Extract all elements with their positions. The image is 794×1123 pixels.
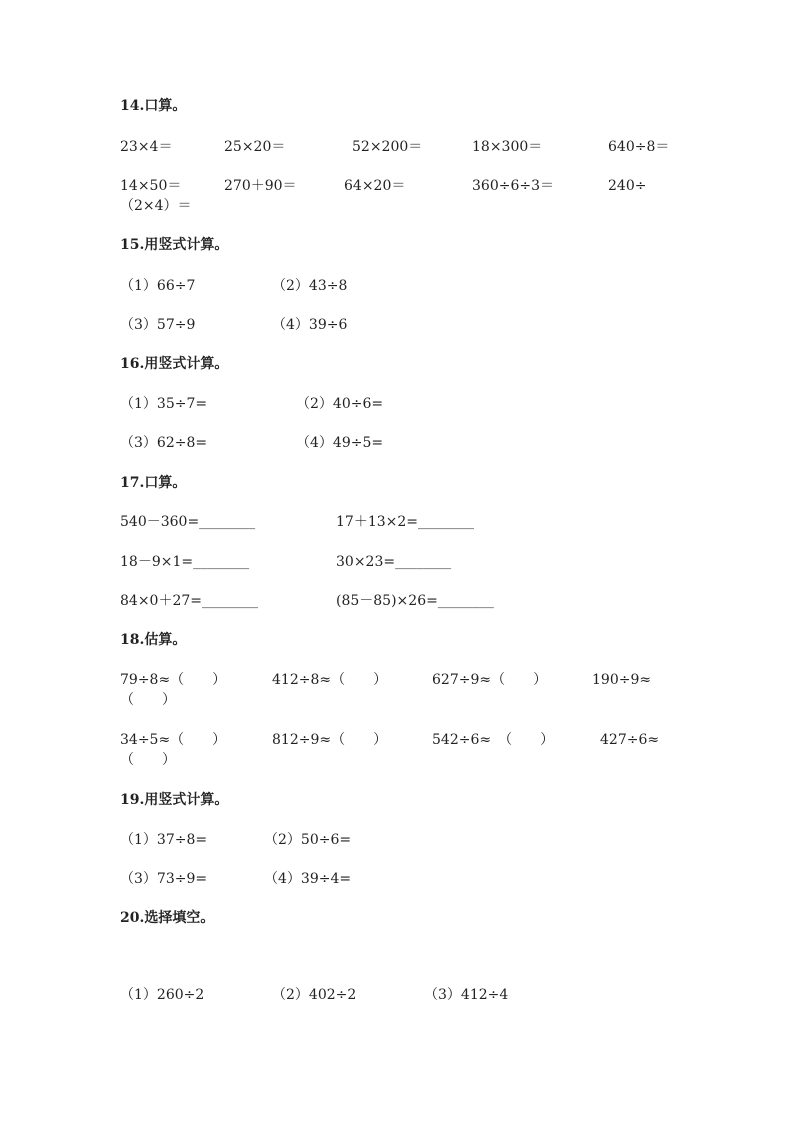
q17-item-3: 18－9×1=________ [120, 554, 250, 570]
q16-item-2: （2）40÷6= [296, 396, 384, 412]
q15-item-1: （1）66÷7 [120, 278, 196, 294]
q20-item-3: （3）412÷4 [424, 987, 509, 1003]
q17-item-6: (85－85)×26=________ [336, 593, 494, 609]
q18-r2-c3: 542÷6≈ （ ） [432, 732, 555, 748]
q14-title: 14.口算。 [120, 98, 187, 114]
q14-r2-c1: 14×50＝ [120, 178, 182, 194]
q19-item-3: （3）73÷9= [120, 871, 208, 887]
q18-r2-c2: 812÷9≈（ ） [272, 732, 388, 748]
q14-r1-c3: 52×200＝ [352, 139, 423, 155]
q18-r1-c4: 190÷9≈ [592, 672, 652, 688]
q17-item-2: 17＋13×2=________ [336, 514, 474, 530]
q14-r1-c5: 640÷8＝ [608, 139, 670, 155]
q17-item-4: 30×23=________ [336, 554, 452, 570]
q14-r1-c2: 25×20＝ [224, 139, 286, 155]
q20-item-1: （1）260÷2 [120, 987, 205, 1003]
q14-r1-c4: 18×300＝ [472, 139, 543, 155]
q18-r1-c2: 412÷8≈（ ） [272, 672, 388, 688]
q15-item-3: （3）57÷9 [120, 317, 196, 333]
q18-r2-wrap: （ ） [120, 752, 176, 768]
q19-title: 19.用竖式计算。 [120, 792, 229, 808]
q17-item-1: 540－360=________ [120, 514, 256, 530]
q15-title: 15.用竖式计算。 [120, 237, 229, 253]
q19-item-2: （2）50÷6= [264, 832, 352, 848]
q17-item-5: 84×0＋27=________ [120, 593, 258, 609]
q15-item-2: （2）43÷8 [272, 278, 348, 294]
q18-r1-c3: 627÷9≈（ ） [432, 672, 548, 688]
q16-item-3: （3）62÷8= [120, 435, 208, 451]
q14-r2-c2: 270＋90＝ [224, 178, 297, 194]
q19-item-1: （1）37÷8= [120, 832, 208, 848]
q20-title: 20.选择填空。 [120, 910, 215, 926]
q16-title: 16.用竖式计算。 [120, 356, 229, 372]
q15-item-4: （4）39÷6 [272, 317, 348, 333]
q18-r2-c4: 427÷6≈ [600, 732, 660, 748]
q16-item-4: （4）49÷5= [296, 435, 384, 451]
q18-r2-c1: 34÷5≈（ ） [120, 732, 227, 748]
q19-item-4: （4）39÷4= [264, 871, 352, 887]
q16-item-1: （1）35÷7= [120, 396, 208, 412]
q20-item-2: （2）402÷2 [272, 987, 357, 1003]
q14-r2-c5: 240÷ [608, 178, 647, 194]
q18-title: 18.估算。 [120, 632, 187, 648]
q14-r2-c3: 64×20＝ [344, 178, 406, 194]
q18-r1-wrap: （ ） [120, 692, 176, 708]
q14-r2-c4: 360÷6÷3＝ [472, 178, 554, 194]
q14-r2-wrap: （2×4）＝ [120, 198, 192, 214]
q17-title: 17.口算。 [120, 475, 187, 491]
q18-r1-c1: 79÷8≈（ ） [120, 672, 227, 688]
q14-r1-c1: 23×4＝ [120, 139, 173, 155]
